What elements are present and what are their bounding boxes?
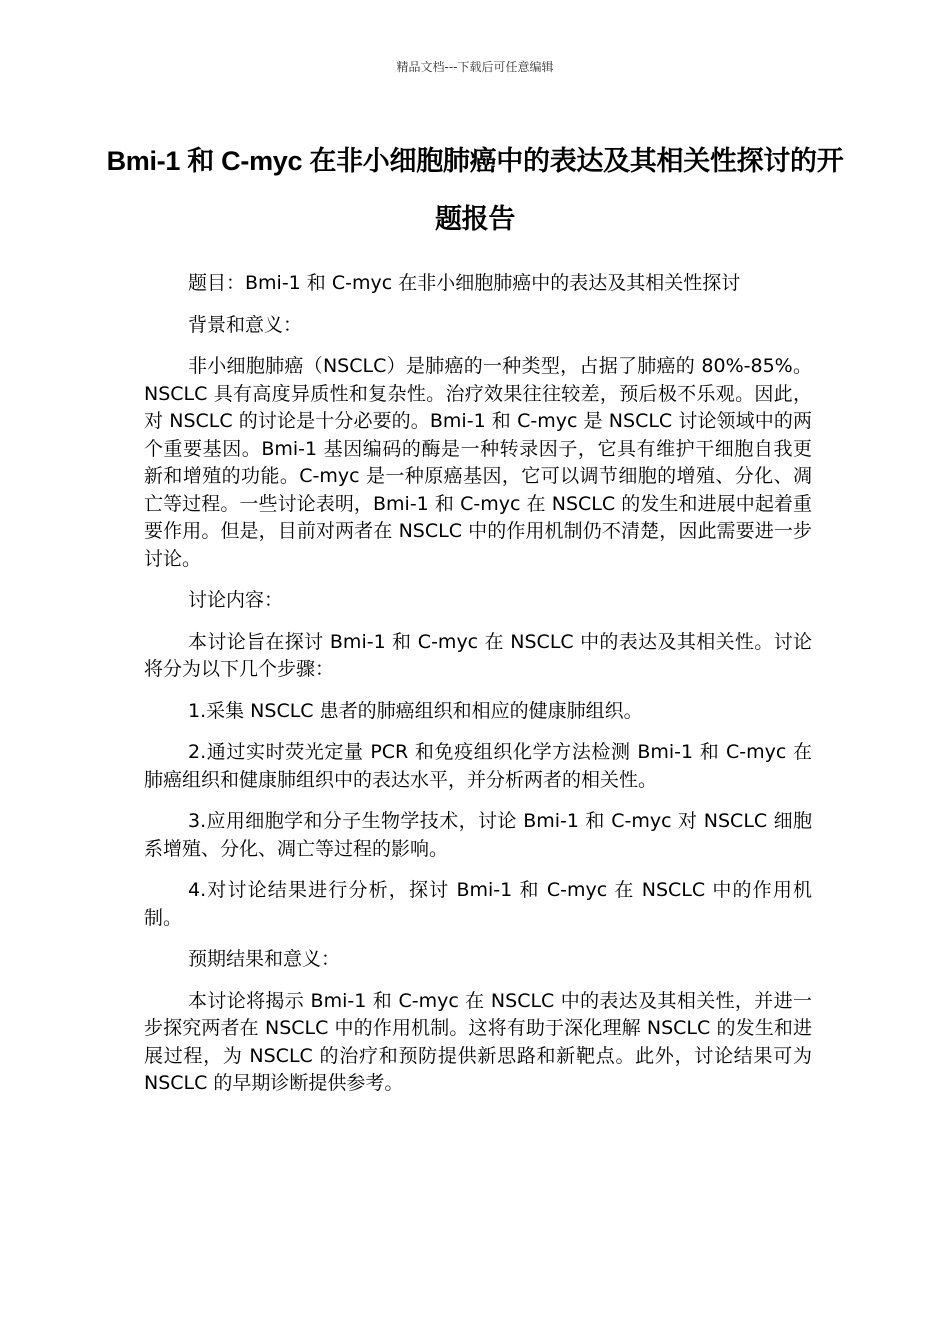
step-4: 4.对讨论结果进行分析，探讨 Bmi-1 和 C-myc 在 NSCLC 中的作用机制。 — [144, 879, 812, 929]
section-label-content: 讨论内容： — [188, 589, 284, 611]
step-3: 3.应用细胞学和分子生物学技术，讨论 Bmi-1 和 C-myc 对 NSCLC 细胞系增殖、分化、凋亡等过程的影响。 — [144, 810, 812, 860]
expected-paragraph: 本讨论将揭示 Bmi-1 和 C-myc 在 NSCLC 中的表达及其相关性，并进一步探究两者在 NSCLC 中的作用机制。这将有助于深化理解 NSCLC 的发生和进展过程，为 NSCLC 的治疗和预防提供新思路和新靶点。此外，讨论结果可为 NSCLC 的早期诊断提供参考。 — [144, 989, 812, 1094]
section-label-expected: 预期结果和意义： — [188, 948, 341, 970]
section-label-background: 背景和意义： — [188, 313, 303, 336]
topic-line: 题目：Bmi-1 和 C-myc 在非小细胞肺癌中的表达及其相关性探讨 — [188, 272, 741, 294]
content-intro-paragraph: 本讨论旨在探讨 Bmi-1 和 C-myc 在 NSCLC 中的表达及其相关性。讨论将分为以下几个步骤： — [144, 630, 812, 680]
document-title: Bmi-1 和 C-myc 在非小细胞肺癌中的表达及其相关性探讨的开题报告 — [106, 146, 844, 234]
document-body — [144, 270, 812, 1112]
background-paragraph: 非小细胞肺癌（NSCLC）是肺癌的一种类型，占据了肺癌的 80%-85%。NSCLC 具有高度异质性和复杂性。治疗效果往往较差，预后极不乐观。因此，对 NSCLC 的讨论是十分必要的。Bmi-1 和 C-myc 是 NSCLC 讨论领域中的两个重要基因。Bmi-1 基因编码的酶是一种转录因子，它具有维护干细胞自我更新和增殖的功能。C-myc 是一种原癌基因，它可以调节细胞的增殖、分化、凋亡等过程。一些讨论表明，Bmi-1 和 C-myc 在 NSCLC 的发生和进展中起着重要作用。但是，目前对两者在 NSCLC 中的作用机制仍不清楚，因此需要进一步讨论。 — [144, 355, 812, 570]
step-2: 2.通过实时荧光定量 PCR 和免疫组织化学方法检测 Bmi-1 和 C-myc 在肺癌组织和健康肺组织中的表达水平，并分析两者的相关性。 — [144, 741, 812, 791]
header-note: 精品文档---下载后可任意编辑 — [396, 60, 554, 74]
step-1: 1.采集 NSCLC 患者的肺癌组织和相应的健康肺组织。 — [188, 699, 643, 722]
